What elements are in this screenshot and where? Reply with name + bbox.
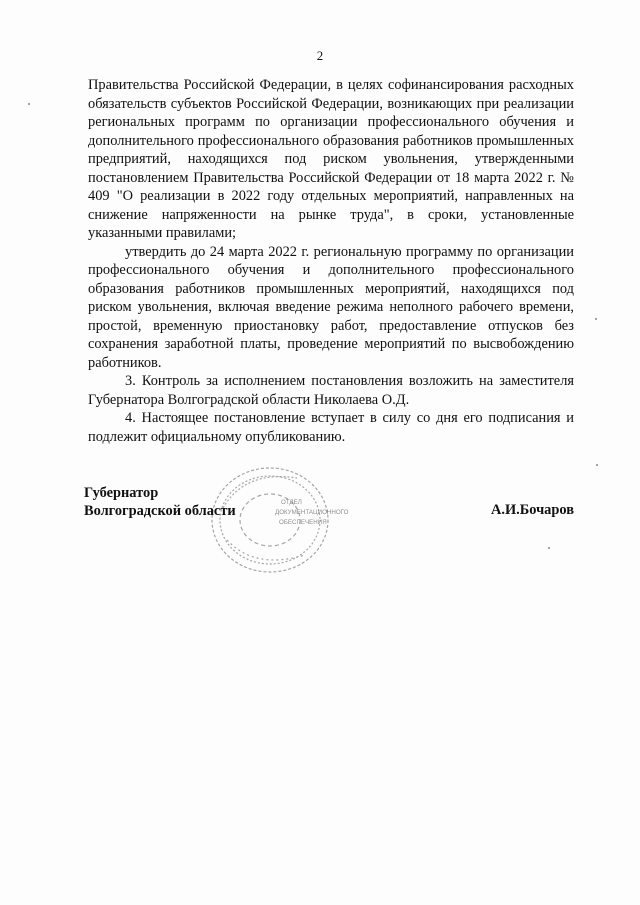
scan-speck (596, 464, 598, 466)
paragraph-effective: 4. Настоящее постановление вступает в силу со дня его подписания и подлежит официальному опубликованию. (88, 410, 574, 445)
paragraph-continuation: Правительства Российской Федерации, в целях софинансирования расходных обязательств субъектов Российской Федерации, возникающих при реализации региональных программ по организации профессионального обучения и дополнительного профессионального образования работников промышленных предприятий, находящихся под риском увольнения, утвержденными постановлением Правительства Российской Федерации от 18 марта 2022 г. № 409 "О реализации в 2022 году отдельных мероприятий, направленных на снижение напряженности на рынке труда", в сроки, установленные указанными правилами; (88, 77, 574, 241)
document-body (88, 76, 574, 446)
signatory-position-line1: Губернатор (84, 485, 159, 501)
paragraph-approve-program: утвердить до 24 марта 2022 г. региональную программу по организации профессионального обучения и дополнительного профессионального образования работников промышленных мероприятий, находящихся под риском увольнения, включая введение режима неполного рабочего времени, простой, временную приостановку работ, предоставление отпусков без сохранения заработной платы, проведение мероприятий по высвобождению работников. (88, 243, 574, 371)
page-number: 2 (316, 48, 324, 63)
stamp-text-line3: ОБЕСПЕЧЕНИЯ (279, 519, 327, 526)
stamp-text-line2: ДОКУМЕНТАЦИОННОГО (275, 509, 349, 516)
signatory-position (84, 484, 236, 520)
paragraph-control: 3. Контроль за исполнением постановления возложить на заместителя Губернатора Волгоградской области Николаева О.Д. (88, 373, 574, 408)
signature-block (84, 484, 574, 524)
scan-speck (28, 103, 30, 105)
scan-speck (595, 318, 597, 320)
stamp-text-line1: ОТДЕЛ (281, 499, 302, 506)
signatory-name: А.И.Бочаров (490, 502, 574, 518)
scan-speck (548, 547, 550, 549)
signatory-position-line2: Волгоградской области (84, 503, 236, 519)
